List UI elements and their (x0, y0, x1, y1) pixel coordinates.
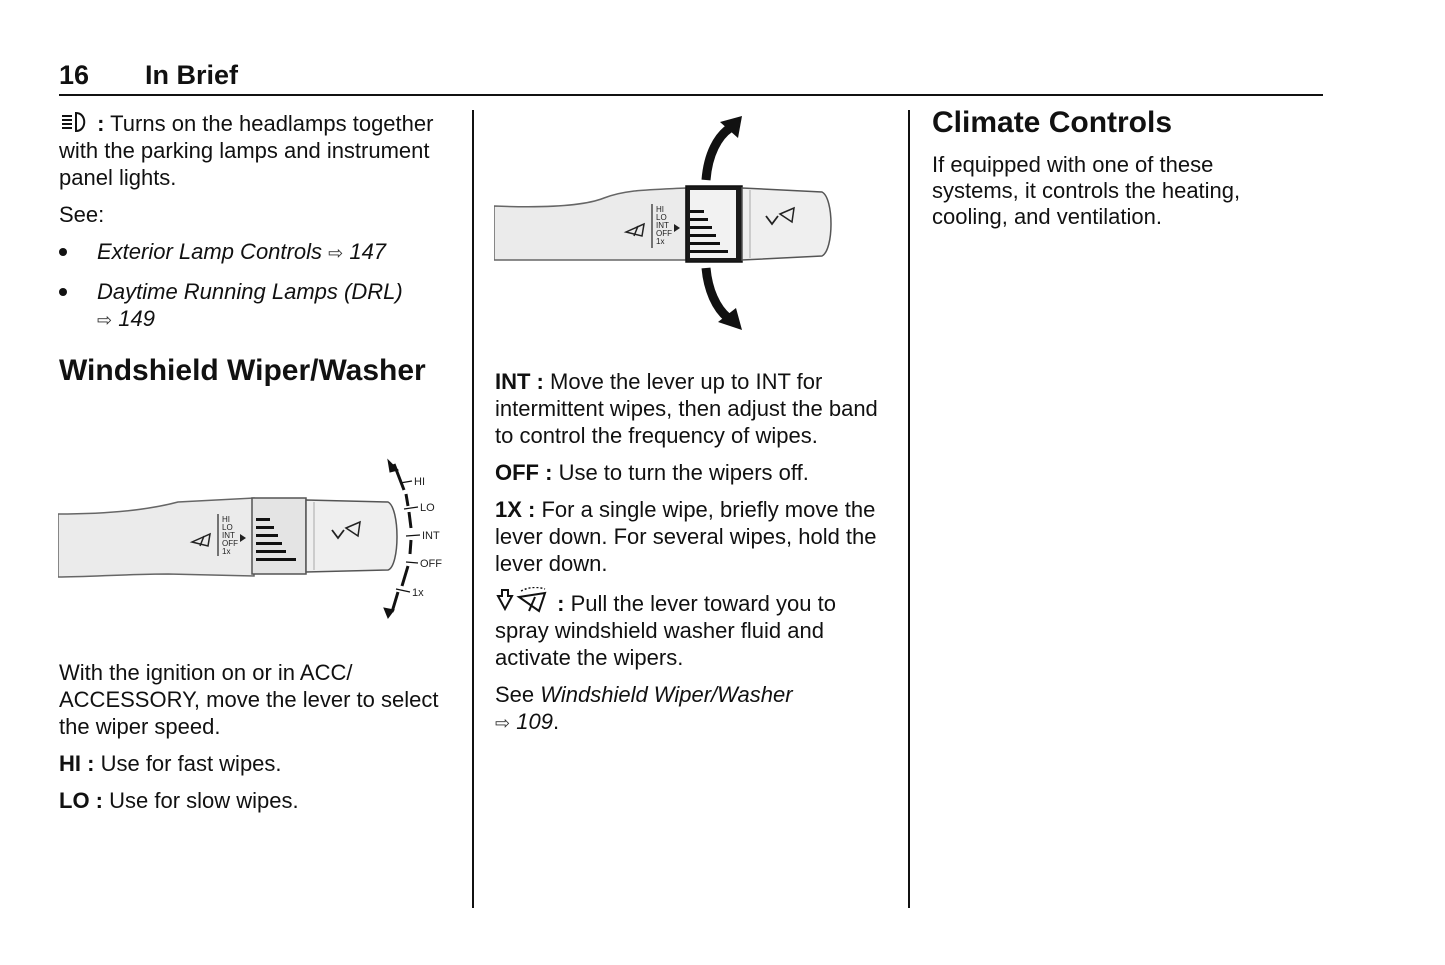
int-paragraph (495, 368, 890, 449)
reference-title: Daytime Running Lamps (DRL) (97, 279, 403, 304)
reference-page: 147 (349, 239, 387, 264)
page-reference-arrow-icon: ⇨ (495, 713, 511, 733)
see-reference[interactable]: Windshield Wiper/Washer (540, 682, 793, 707)
lo-scale-label: LO (420, 502, 435, 514)
once-description: For a single wipe, briefly move the lever down. For several wipes, hold the lever down. (495, 497, 877, 576)
see-label: See: (59, 202, 105, 227)
hi-term: HI : (59, 751, 95, 776)
washer-paragraph: : Pull the lever toward you to spray windshield washer fluid and activate the wipers. (495, 587, 890, 671)
hi-description: Use for fast wipes. (100, 751, 282, 776)
mini-hi-label: HI (656, 205, 664, 214)
lo-paragraph (59, 787, 454, 814)
bullet-icon (59, 288, 67, 296)
off-paragraph (495, 459, 890, 486)
once-paragraph (495, 496, 890, 577)
headlamp-icon (59, 110, 91, 134)
mini-hi-label: HI (222, 515, 230, 524)
off-scale-label: OFF (420, 558, 442, 570)
column-1-lower (59, 659, 454, 824)
list-item[interactable] (59, 238, 454, 267)
lo-term: LO : (59, 788, 103, 813)
intro-paragraph: With the ignition on or in ACC/ ACCESSORY, move the lever to select the wiper speed. (59, 660, 439, 739)
see-prefix: See (495, 682, 535, 707)
mini-lo-label: LO (222, 523, 233, 532)
mini-lo-label: LO (656, 213, 667, 222)
mini-once-label: 1x (656, 237, 665, 246)
list-item[interactable] (59, 278, 454, 334)
column-1 (59, 110, 454, 345)
reference-title: Exterior Lamp Controls (97, 239, 322, 264)
see-paragraph: See Windshield Wiper/Washer ⇨ 109. (495, 682, 793, 734)
headlamp-paragraph: : Turns on the headlamps together with the parking lamps and instrument panel lights. (59, 111, 434, 190)
see-page: 109 (516, 709, 553, 734)
page-reference-arrow-icon: ⇨ (97, 310, 113, 330)
headlamp-description: Turns on the headlamps together with the parking lamps and instrument panel lights. (59, 111, 434, 190)
off-term: OFF : (495, 460, 553, 485)
reference-list (59, 238, 454, 334)
int-description: Move the lever up to INT for intermittent wipes, then adjust the band to control the frequency of wipes. (495, 369, 878, 448)
page-header (59, 60, 1323, 96)
washer-icon (495, 587, 551, 615)
bullet-icon (59, 248, 67, 256)
washer-description: Pull the lever toward you to spray windshield washer fluid and activate the wipers. (495, 591, 836, 670)
off-description: Use to turn the wipers off. (558, 460, 809, 485)
reference-page: 149 (118, 306, 155, 331)
int-term: INT : (495, 369, 544, 394)
mini-int-label: INT (222, 531, 235, 540)
down-arrow-icon (706, 268, 742, 330)
climate-description: If equipped with one of these systems, it controls the heating, cooling, and ventilation. (932, 152, 1241, 229)
mini-off-label: OFF (222, 539, 238, 548)
lo-description: Use for slow wipes. (109, 788, 299, 813)
mini-once-label: 1x (222, 547, 231, 556)
once-scale-label: 1x (412, 587, 424, 599)
column-divider (908, 110, 910, 908)
hi-scale-label: HI (414, 476, 425, 488)
mini-off-label: OFF (656, 229, 672, 238)
page-number: 16 (59, 60, 90, 90)
wiper-lever-figure (58, 450, 458, 650)
wiper-band-figure (494, 114, 839, 334)
hi-paragraph (59, 750, 454, 777)
climate-heading: Climate Controls (932, 106, 1173, 139)
once-term: 1X : (495, 497, 536, 522)
section-title: In Brief (145, 60, 239, 90)
up-arrow-icon (706, 116, 742, 180)
int-scale-label: INT (422, 530, 440, 542)
column-2 (495, 368, 890, 747)
wiper-heading: Windshield Wiper/Washer (59, 354, 426, 387)
page-reference-arrow-icon: ⇨ (328, 243, 344, 263)
column-3 (932, 152, 1302, 240)
mini-int-label: INT (656, 221, 669, 230)
column-divider (472, 110, 474, 908)
